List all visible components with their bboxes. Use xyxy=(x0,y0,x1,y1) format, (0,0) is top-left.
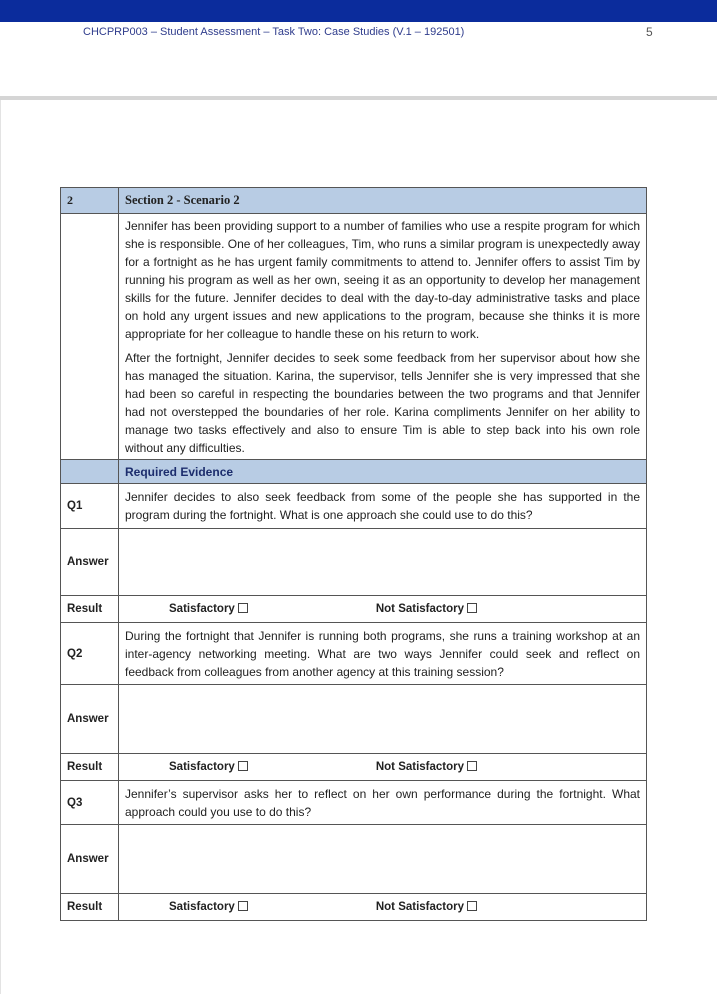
satisfactory-label: Satisfactory xyxy=(169,901,235,913)
page-divider xyxy=(0,96,717,100)
not-satisfactory-label: Not Satisfactory xyxy=(375,901,465,913)
scenario-text-cell xyxy=(119,214,647,460)
scenario-row xyxy=(61,214,647,460)
result-label: Result xyxy=(61,894,119,921)
question-text-cell xyxy=(119,781,647,825)
result-label: Result xyxy=(61,596,119,623)
result-options xyxy=(119,754,647,781)
question-text: During the fortnight that Jennifer is running both programs, she runs a training workshop at an inter-agency networking meeting. What are two ways Jennifer could seek and reflect on feedback from colleagues from another agency at this training session? xyxy=(125,628,640,679)
answer-row xyxy=(61,529,647,596)
question-text-cell xyxy=(119,623,647,685)
satisfactory-checkbox[interactable] xyxy=(238,761,248,771)
page-edge xyxy=(0,100,1,994)
not-satisfactory-option[interactable] xyxy=(376,901,477,913)
satisfactory-checkbox[interactable] xyxy=(238,603,248,613)
satisfactory-option[interactable] xyxy=(169,901,248,913)
required-evidence-spacer xyxy=(61,460,119,484)
result-options xyxy=(119,596,647,623)
not-satisfactory-checkbox[interactable] xyxy=(467,761,477,771)
not-satisfactory-checkbox[interactable] xyxy=(467,603,477,613)
result-row xyxy=(61,596,647,623)
answer-field[interactable] xyxy=(119,685,647,754)
section-header-row xyxy=(61,188,647,214)
required-evidence-heading: Required Evidence xyxy=(119,460,647,484)
question-text: Jennifer’s supervisor asks her to reflect on her own performance during the fortnight. What approach could you use to do this? xyxy=(125,786,640,819)
not-satisfactory-label: Not Satisfactory xyxy=(375,603,465,615)
question-text: Jennifer decides to also seek feedback from some of the people she has supported in the program during the fortnight. What is one approach she could use to do this? xyxy=(125,490,640,522)
result-label: Result xyxy=(61,754,119,781)
question-row xyxy=(61,781,647,825)
satisfactory-option[interactable] xyxy=(169,603,248,615)
top-color-bar xyxy=(0,0,717,22)
answer-label: Answer xyxy=(61,685,119,754)
question-row xyxy=(61,484,647,529)
not-satisfactory-checkbox[interactable] xyxy=(467,901,477,911)
answer-row xyxy=(61,685,647,754)
answer-field[interactable] xyxy=(119,529,647,596)
question-row xyxy=(61,623,647,685)
satisfactory-option[interactable] xyxy=(169,761,248,773)
required-evidence-row xyxy=(61,460,647,484)
question-id: Q3 xyxy=(61,781,119,825)
section-title: Section 2 - Scenario 2 xyxy=(119,188,647,214)
question-text-cell xyxy=(119,484,647,529)
satisfactory-checkbox[interactable] xyxy=(238,901,248,911)
assessment-table xyxy=(60,187,647,921)
answer-label: Answer xyxy=(61,529,119,596)
result-row xyxy=(61,894,647,921)
satisfactory-label: Satisfactory xyxy=(169,761,235,773)
document-header-title: CHCPRP003 – Student Assessment – Task Two: Case Studies (V.1 – 192501) xyxy=(83,26,465,38)
answer-row xyxy=(61,825,647,894)
result-options xyxy=(119,894,647,921)
satisfactory-label: Satisfactory xyxy=(169,603,235,615)
result-row xyxy=(61,754,647,781)
page-number: 5 xyxy=(646,25,653,39)
not-satisfactory-option[interactable] xyxy=(376,761,477,773)
not-satisfactory-option[interactable] xyxy=(376,603,477,615)
scenario-paragraph-2: After the fortnight, Jennifer decides to seek some feedback from her supervisor about how she has managed the situation. Karina, the supervisor, tells Jennifer she is very impressed that she had been so careful in respecting the boundaries between the two programs and that Jennifer had not overstepped the boundaries of her role. Karina compliments Jennifer on her ability to manage two tasks effectively and also to ensure Tim is able to step back into his own role without any difficulties. xyxy=(125,351,640,455)
section-number: 2 xyxy=(61,188,119,214)
scenario-paragraph-1: Jennifer has been providing support to a number of families who use a respite program for which she is responsible. One of her colleagues, Tim, who runs a similar program is unexpectedly away for a fortnight as he has urgent family commitments to attend to. Jennifer offers to assist Tim by running his program as well as her own, seeing it as an opportunity to develop her management skills for the future. Jennifer decides to deal with the day-to-day administrative tasks and place on hold any urgent issues and new applications to the program, because she thinks it is more appropriate for her colleague to handle these on his return to work. xyxy=(125,219,640,341)
question-id: Q2 xyxy=(61,623,119,685)
answer-field[interactable] xyxy=(119,825,647,894)
answer-label: Answer xyxy=(61,825,119,894)
scenario-label-cell xyxy=(61,214,119,460)
question-id: Q1 xyxy=(61,484,119,529)
not-satisfactory-label: Not Satisfactory xyxy=(375,761,465,773)
